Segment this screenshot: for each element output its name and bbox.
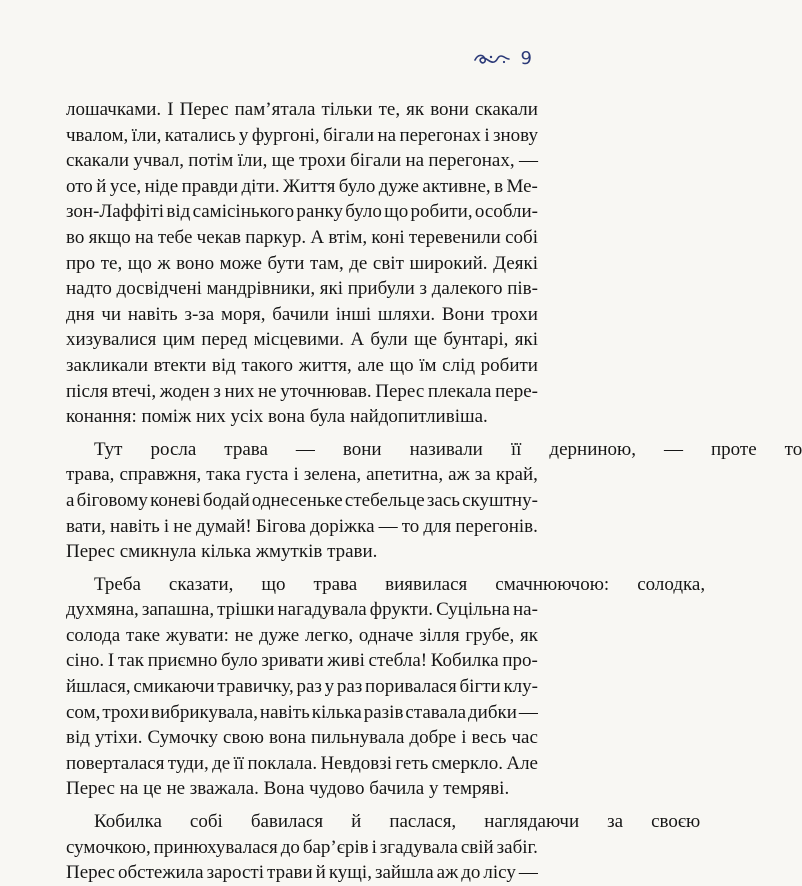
word: те,	[100, 252, 123, 274]
word: що	[384, 201, 409, 223]
word: були	[370, 329, 408, 351]
word: не	[234, 624, 254, 646]
word: і	[293, 464, 299, 486]
word: бодай	[202, 489, 250, 511]
text-line	[66, 809, 701, 835]
word: місцевими.	[253, 329, 345, 351]
word: їли,	[237, 150, 268, 172]
word: клу-	[503, 676, 538, 698]
word: зон-Лаффіті	[66, 201, 165, 223]
word: сумочкою,	[66, 836, 151, 858]
word: лісу	[483, 862, 516, 884]
word: утіхи.	[94, 727, 143, 749]
word: жувати:	[165, 624, 229, 646]
word: Ме-	[506, 175, 538, 197]
word: що	[261, 573, 286, 595]
word: —	[663, 438, 683, 460]
word: бігали	[323, 124, 375, 146]
word: на-	[513, 599, 538, 621]
word: скакали	[474, 99, 538, 120]
word: ранку	[296, 201, 343, 223]
word: трохи	[102, 701, 150, 723]
word: —	[518, 150, 538, 172]
word: росла	[150, 438, 197, 460]
text-line	[66, 751, 538, 777]
word: для	[423, 515, 452, 537]
word: з-за	[184, 303, 215, 325]
word: вони	[342, 438, 382, 460]
word: поривалася	[365, 676, 457, 698]
word: навіть	[109, 515, 160, 537]
text-line	[66, 674, 538, 700]
word: Деякі	[493, 252, 538, 274]
text-line	[66, 572, 706, 598]
word: і	[461, 727, 467, 749]
word: її	[510, 438, 522, 460]
word: що	[389, 354, 414, 376]
word: воно	[176, 252, 215, 274]
word: пильнувала	[311, 727, 405, 749]
word: бігали	[350, 150, 402, 172]
word: фургоні,	[251, 124, 320, 146]
word: разів	[363, 701, 404, 723]
word: пам’ятала	[234, 99, 316, 120]
word: стебельце	[344, 489, 425, 511]
word: вати,	[66, 515, 106, 537]
word: духмяна,	[66, 599, 139, 621]
word: не	[257, 380, 277, 402]
word: на	[134, 226, 154, 248]
page-header	[473, 50, 532, 68]
word: добре	[409, 727, 457, 749]
word: смачнюючою:	[495, 573, 610, 595]
word: називали	[409, 438, 483, 460]
word: цим	[162, 329, 196, 351]
word: —	[378, 515, 398, 537]
word: І	[107, 650, 115, 672]
word: живі	[327, 650, 365, 672]
word: Сумочку	[147, 727, 218, 749]
word: Невдовзі	[320, 752, 393, 774]
word: те,	[378, 99, 401, 120]
word: теревенили	[408, 226, 501, 248]
paragraph-gap	[66, 565, 538, 572]
word: А	[350, 329, 365, 351]
word: самісінького	[192, 201, 295, 223]
word: дуже	[378, 175, 419, 197]
word: не	[173, 515, 192, 537]
word: після	[66, 380, 109, 402]
word: Перес	[66, 862, 115, 884]
word: уточнював.	[280, 380, 372, 402]
word: перед	[201, 329, 248, 351]
word: дерниною,	[549, 438, 636, 460]
word: тільки	[321, 99, 373, 120]
word: час	[511, 727, 538, 749]
word: широкий.	[409, 252, 488, 274]
word: чи	[101, 303, 122, 325]
word: ще	[271, 150, 295, 172]
word: знову	[492, 124, 538, 146]
word: робити,	[410, 201, 473, 223]
word: сіно.	[66, 650, 105, 672]
page-number: 9	[520, 48, 532, 69]
word: за	[474, 464, 491, 486]
text-line	[66, 700, 538, 726]
text-line	[66, 123, 538, 149]
word: кілька	[311, 701, 362, 723]
text-line	[66, 174, 538, 200]
word: забіг.	[496, 836, 538, 858]
word: пере-	[495, 380, 538, 402]
word: проте	[710, 438, 757, 460]
word: було	[345, 201, 382, 223]
word: солода	[66, 624, 121, 646]
text-line	[66, 437, 802, 463]
word: обстежила	[118, 862, 204, 884]
word: собі	[505, 226, 538, 248]
word: коні	[371, 226, 405, 248]
word: їм	[419, 354, 437, 376]
word: втім,	[328, 226, 368, 248]
word: ще	[413, 329, 438, 351]
word: наглядаючи	[484, 811, 580, 833]
word: а	[66, 489, 75, 511]
word: такого	[241, 354, 294, 376]
word: навіть	[259, 701, 310, 723]
word: аж	[448, 464, 470, 486]
word: трава,	[66, 464, 115, 486]
word: її	[233, 752, 245, 774]
word: вона	[269, 727, 306, 749]
word: надто	[66, 278, 112, 300]
word: там,	[309, 252, 344, 274]
word: паслася,	[389, 811, 457, 833]
word: во	[66, 226, 85, 248]
word: —	[295, 438, 315, 460]
word: таке	[125, 624, 161, 646]
word: прибули	[347, 278, 415, 300]
word: справжня,	[119, 464, 202, 486]
word: мандрівники,	[206, 278, 316, 300]
word: світ	[372, 252, 404, 274]
word: далекого	[431, 278, 503, 300]
page-text	[66, 97, 802, 886]
word: трохи	[491, 303, 538, 325]
word: навіть	[127, 303, 178, 325]
word: дибки	[468, 701, 517, 723]
word: було	[338, 175, 376, 197]
word: зайшла	[374, 862, 434, 884]
word: виявилася	[385, 573, 468, 595]
word: густа	[245, 464, 289, 486]
word: фрукти.	[369, 599, 434, 621]
word: життя,	[298, 354, 352, 376]
word: жоден	[159, 380, 210, 402]
text-line	[66, 148, 538, 174]
word: —	[518, 862, 538, 884]
word: трава	[313, 573, 358, 595]
word: свою	[223, 727, 264, 749]
word: інші	[335, 303, 372, 325]
word: Бігова	[255, 515, 306, 537]
word: але	[357, 354, 384, 376]
text-line	[66, 860, 538, 886]
text-line	[66, 725, 538, 751]
word: весь	[471, 727, 507, 749]
word: така	[206, 464, 241, 486]
word: так	[117, 650, 145, 672]
word: лошачками.	[66, 99, 162, 120]
word: Треба	[94, 573, 141, 595]
word: дуже	[258, 624, 300, 646]
word: зась	[426, 489, 460, 511]
word: геть	[395, 752, 429, 774]
word: й	[351, 811, 362, 833]
word: туди,	[167, 752, 209, 774]
word: шляхи.	[377, 303, 436, 325]
word: від	[211, 354, 236, 376]
word: принюхувалася	[153, 836, 278, 858]
word: зривати	[261, 650, 324, 672]
word: смикаючи	[133, 676, 215, 698]
word: як	[406, 99, 425, 120]
word: ж	[157, 252, 171, 274]
word: які	[514, 329, 538, 351]
word: то	[784, 438, 802, 460]
word: може	[219, 252, 262, 274]
word: й	[315, 862, 326, 884]
word: хизувалися	[66, 329, 157, 351]
word: Але	[506, 752, 538, 774]
word: смеркло.	[431, 752, 504, 774]
word: своєю	[651, 811, 701, 833]
word: травичку,	[217, 676, 294, 698]
word: нагадувала	[277, 599, 367, 621]
word: з	[419, 278, 428, 300]
word: усе,	[109, 175, 142, 197]
text-line	[66, 199, 538, 225]
word: і	[371, 836, 377, 858]
word: їли,	[131, 124, 162, 146]
word: зарості	[206, 862, 265, 884]
word: про	[66, 252, 96, 274]
word: про-	[502, 650, 538, 672]
word: Кобилка	[430, 650, 499, 672]
word: Перес	[179, 99, 229, 120]
text-line	[66, 648, 538, 674]
word: запашна,	[141, 599, 215, 621]
word: втекти	[153, 354, 207, 376]
text-line: конання: поміж них усіх вона була найдопитливіша.	[66, 406, 488, 428]
ornament-flourish-icon	[473, 52, 511, 66]
word: на	[377, 124, 397, 146]
word: трави	[267, 862, 313, 884]
word: йшлася,	[66, 676, 131, 698]
word: як	[519, 624, 538, 646]
word: коневі	[150, 489, 201, 511]
text-line	[66, 597, 538, 623]
text-line	[66, 302, 538, 328]
word: пів-	[507, 278, 538, 300]
word: скуштну-	[462, 489, 538, 511]
word: Кобилка	[94, 811, 162, 833]
text-line	[66, 97, 538, 123]
word: що	[127, 252, 152, 274]
word: Суцільна	[436, 599, 510, 621]
word: діти.	[241, 175, 280, 197]
word: катались	[164, 124, 236, 146]
text-line	[66, 379, 538, 405]
word: на	[405, 150, 425, 172]
word: було	[221, 650, 258, 672]
word: учвал,	[133, 150, 184, 172]
word: тебе	[157, 226, 193, 248]
word: них	[224, 380, 255, 402]
text-line	[66, 514, 538, 540]
text-line	[66, 327, 538, 353]
word: чвалом,	[66, 124, 129, 146]
word: бачили	[272, 303, 329, 325]
word: скакали	[66, 150, 130, 172]
text-line: Перес смикнула кілька жмутків трави.	[66, 541, 378, 563]
word: у	[324, 676, 335, 698]
word: з	[213, 380, 221, 402]
word: ніде	[144, 175, 179, 197]
word: втечі,	[111, 380, 157, 402]
word: досвідчені	[116, 278, 202, 300]
text-line	[66, 835, 538, 861]
word: перегонах	[399, 124, 481, 146]
text-line	[66, 225, 538, 251]
word: вони	[430, 99, 469, 120]
word: якщо	[88, 226, 131, 248]
word: поверталася	[66, 752, 165, 774]
word: від	[166, 201, 191, 223]
word: моря,	[220, 303, 266, 325]
word: в	[494, 175, 504, 197]
word: раз	[296, 676, 322, 698]
word: аж	[436, 862, 459, 884]
word: сом,	[66, 701, 101, 723]
word: трохи	[299, 150, 346, 172]
word: Вони	[441, 303, 485, 325]
text-line	[66, 353, 538, 379]
word: від	[66, 727, 90, 749]
word: особли-	[474, 201, 538, 223]
word: легко,	[304, 624, 354, 646]
word: до	[461, 862, 481, 884]
word: за	[607, 811, 624, 833]
word: солодка,	[637, 573, 706, 595]
word: у	[238, 124, 249, 146]
word: край,	[495, 464, 538, 486]
word: апетитна,	[366, 464, 444, 486]
word: —	[518, 701, 538, 723]
word: бар’єрів	[302, 836, 369, 858]
text-line	[66, 276, 538, 302]
word: де	[349, 252, 368, 274]
word: однесеньке	[251, 489, 343, 511]
word: бунтарі,	[443, 329, 509, 351]
word: плекала	[427, 380, 492, 402]
word: Життя	[283, 175, 336, 197]
text-line	[66, 623, 538, 649]
word: І	[167, 99, 174, 120]
word: й	[96, 175, 107, 197]
word: слід	[442, 354, 476, 376]
word: бути	[267, 252, 305, 274]
word: згадувала	[379, 836, 458, 858]
word: ставала	[405, 701, 467, 723]
word: то	[401, 515, 420, 537]
word: приємно	[147, 650, 218, 672]
word: біговому	[76, 489, 148, 511]
text-line	[66, 488, 538, 514]
word: поклала.	[247, 752, 318, 774]
text-line: Перес на це не зважала. Вона чудово бачила у темряві.	[66, 778, 510, 800]
word: бігти	[459, 676, 501, 698]
word: паркур.	[245, 226, 307, 248]
word: бавилася	[250, 811, 324, 833]
word: Перес	[375, 380, 425, 402]
word: зілля	[419, 624, 460, 646]
word: чекав	[196, 226, 241, 248]
word: трава	[224, 438, 268, 460]
word: свій	[460, 836, 494, 858]
word: дня	[66, 303, 95, 325]
word: стебла!	[368, 650, 428, 672]
word: потім	[188, 150, 234, 172]
paragraph-gap	[66, 802, 538, 809]
word: перегонів.	[455, 515, 538, 537]
word: активне,	[422, 175, 491, 197]
word: вибрикувала,	[151, 701, 258, 723]
word: зелена,	[303, 464, 362, 486]
word: трішки	[217, 599, 275, 621]
text-line	[66, 462, 538, 488]
word: і	[163, 515, 170, 537]
word: і	[484, 124, 490, 146]
word: робити	[480, 354, 538, 376]
word: до	[280, 836, 300, 858]
word: закликали	[66, 354, 149, 376]
word: думай!	[195, 515, 252, 537]
word: раз	[336, 676, 363, 698]
word: Тут	[94, 438, 123, 460]
word: де	[212, 752, 231, 774]
word: які	[319, 278, 344, 300]
word: правди	[181, 175, 239, 197]
text-line	[66, 251, 538, 277]
word: грубе,	[465, 624, 515, 646]
word: перегонах,	[428, 150, 515, 172]
word: собі	[189, 811, 223, 833]
word: сказати,	[168, 573, 234, 595]
word: ото	[66, 175, 93, 197]
word: доріжка	[310, 515, 375, 537]
word: А	[310, 226, 325, 248]
word: кущі,	[328, 862, 372, 884]
word: одначе	[358, 624, 414, 646]
paragraph-gap	[66, 430, 538, 437]
